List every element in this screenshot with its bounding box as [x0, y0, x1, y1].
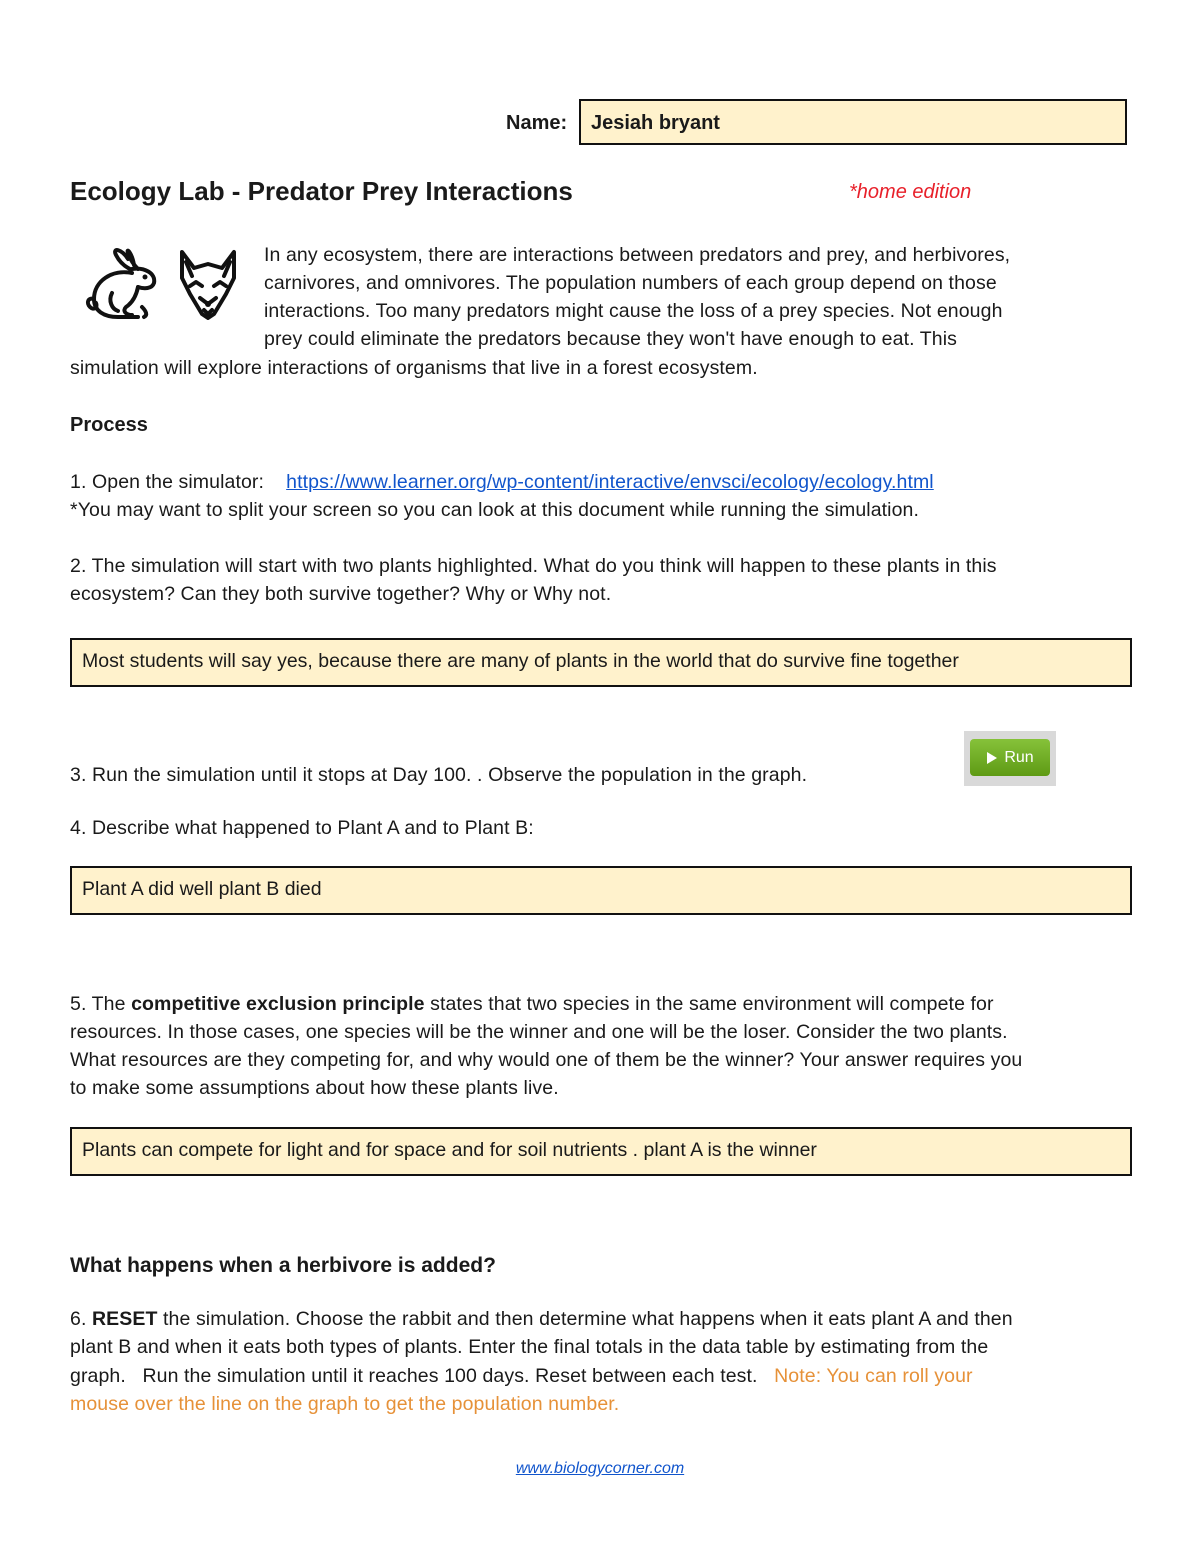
- question-6-line-2: plant B and when it eats both types of plants. Enter the final totals in the data table by estimating from the: [70, 1336, 989, 1358]
- herbivore-heading: What happens when a herbivore is added?: [70, 1254, 496, 1277]
- rollover-note: Note: You can roll your: [774, 1365, 973, 1387]
- name-field[interactable]: Jesiah bryant: [579, 99, 1127, 145]
- split-screen-note: *You may want to split your screen so you can look at this document while running the simulation.: [70, 499, 920, 521]
- intro-line-3: interactions. Too many predators might cause the loss of a prey species. Not enough: [264, 300, 1003, 322]
- question-5-line-2: resources. In those cases, one species will be the winner and one will be the loser. Consider the two plants.: [70, 1021, 1008, 1043]
- edition-label: *home edition: [849, 181, 972, 203]
- question-6-line-1: [70, 1305, 1013, 1334]
- question-6-line-3: [70, 1362, 973, 1391]
- simulator-link[interactable]: https://www.learner.org/wp-content/interactive/envsci/ecology/ecology.html: [286, 471, 934, 493]
- question-5-line-1: [70, 990, 994, 1019]
- rollover-note-line-2: mouse over the line on the graph to get the population number.: [70, 1393, 620, 1415]
- intro-line-1: In any ecosystem, there are interactions between predators and prey, and herbivores,: [264, 244, 1011, 266]
- play-icon: [986, 751, 998, 765]
- question-5-prefix: 5. The: [70, 993, 132, 1015]
- question-3: 3. Run the simulation until it stops at Day 100. . Observe the population in the graph.: [70, 764, 808, 786]
- question-5-rest: states that two species in the same environment will compete for: [424, 993, 994, 1015]
- question-5-line-3: What resources are they competing for, and why would one of them be the winner? Your answer requires you: [70, 1049, 1023, 1071]
- page-title: Ecology Lab - Predator Prey Interactions: [70, 176, 573, 206]
- run-button: [970, 739, 1050, 776]
- intro-line-4: prey could eliminate the predators because they won't have enough to eat. This: [264, 328, 958, 350]
- question-6-rest: the simulation. Choose the rabbit and then determine what happens when it eats plant A and then: [157, 1308, 1013, 1330]
- question-4: 4. Describe what happened to Plant A and to Plant B:: [70, 817, 534, 839]
- answer-4-field[interactable]: Plant A did well plant B died: [70, 866, 1132, 915]
- question-6-line-3-text: graph. Run the simulation until it reaches 100 days. Reset between each test.: [70, 1365, 775, 1387]
- footer-link[interactable]: www.biologycorner.com: [515, 1460, 685, 1477]
- intro-line-2: carnivores, and omnivores. The population numbers of each group depend on those: [264, 272, 997, 294]
- reset-term: RESET: [91, 1308, 158, 1330]
- footer: [0, 1460, 1200, 1478]
- process-heading: Process: [70, 414, 148, 436]
- run-button-label: Run: [1004, 748, 1034, 766]
- question-6-prefix: 6.: [70, 1308, 92, 1330]
- wolf-icon: [176, 248, 240, 320]
- question-1: [70, 468, 934, 497]
- question-2-line-1: 2. The simulation will start with two plants highlighted. What do you think will happen to these plants in this: [70, 555, 997, 577]
- question-2-line-2: ecosystem? Can they both survive together? Why or Why not.: [70, 583, 612, 605]
- question-1-prefix: 1. Open the simulator:: [70, 471, 265, 493]
- competitive-exclusion-term: competitive exclusion principle: [131, 993, 425, 1015]
- answer-2-field[interactable]: Most students will say yes, because there are many of plants in the world that do survive fine together: [70, 638, 1132, 687]
- rabbit-icon: [82, 245, 162, 323]
- question-5-line-4: to make some assumptions about how these plants live.: [70, 1077, 559, 1099]
- answer-5-field[interactable]: Plants can compete for light and for space and for soil nutrients . plant A is the winner: [70, 1127, 1132, 1176]
- run-button-image: [964, 731, 1056, 786]
- intro-line-5: simulation will explore interactions of organisms that live in a forest ecosystem.: [70, 357, 758, 379]
- name-label: Name:: [506, 112, 568, 134]
